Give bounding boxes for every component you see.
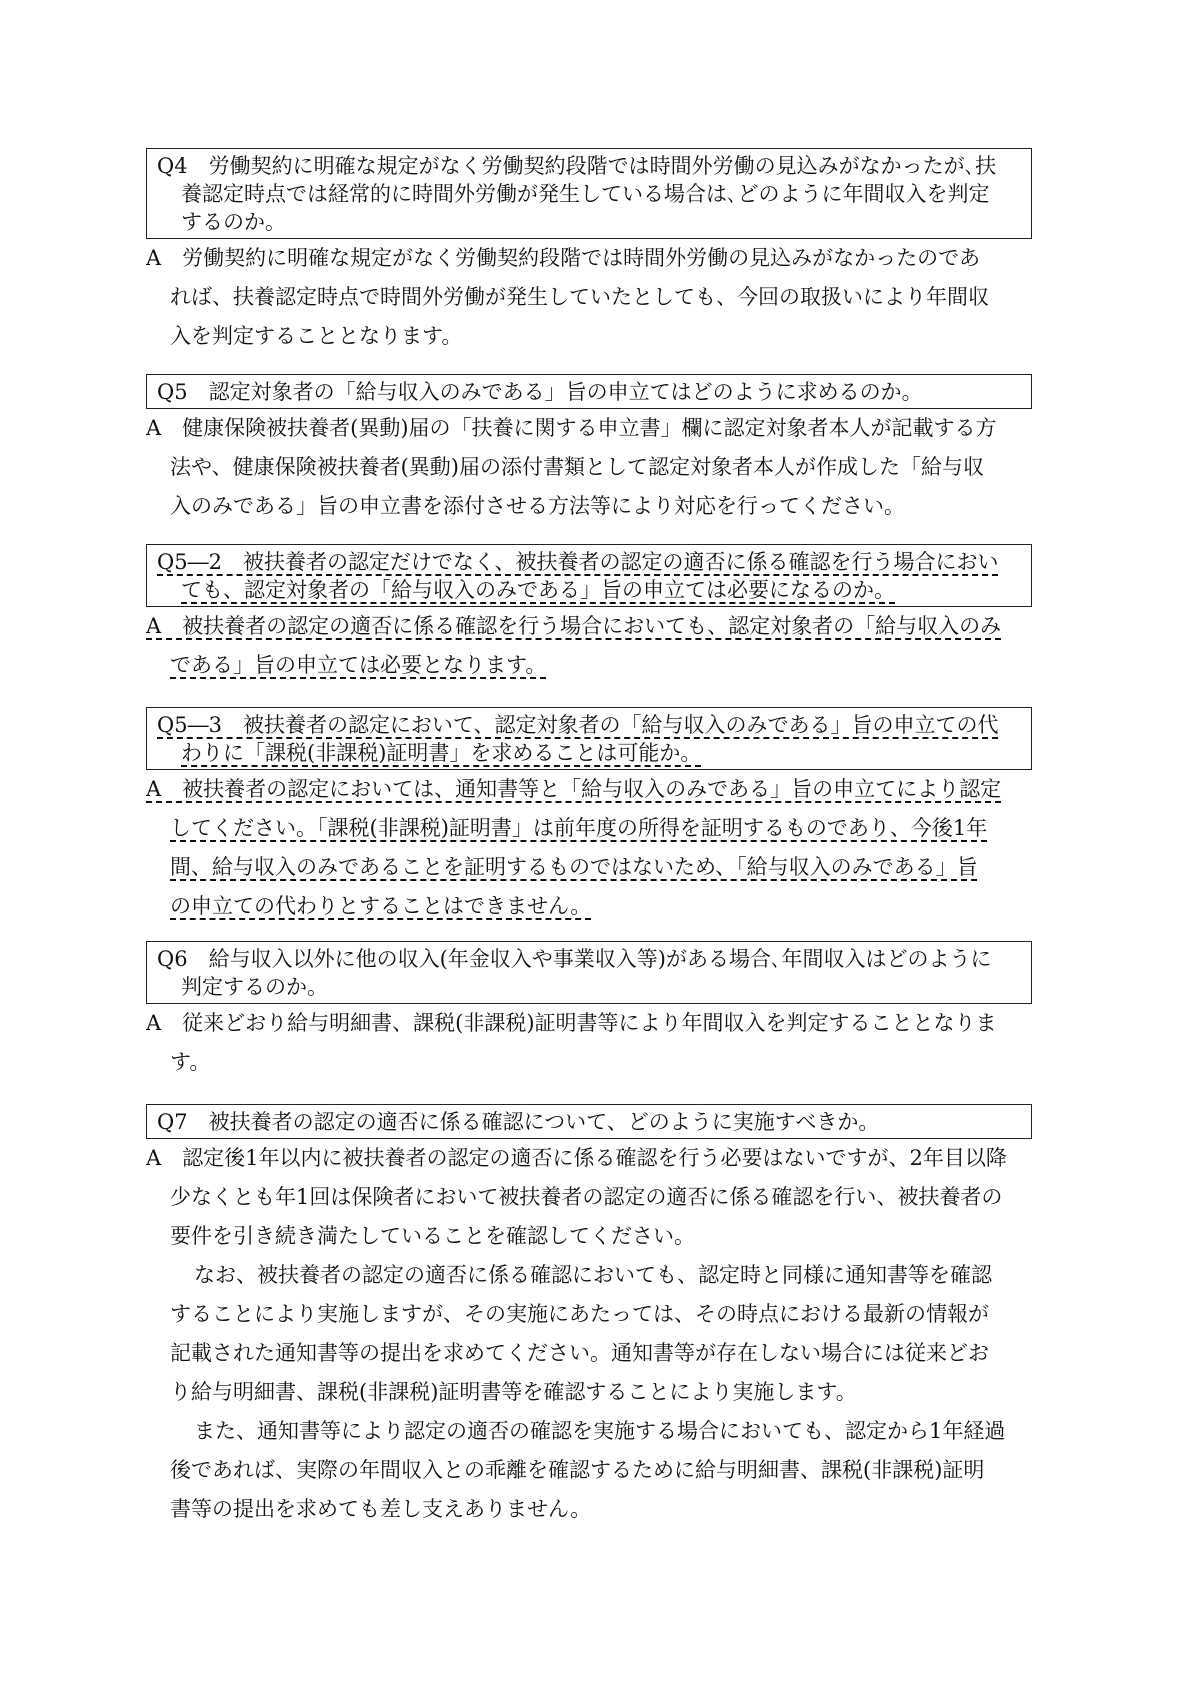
answer-line: A 労働契約に明確な規定がなく労働契約段階では時間外労働の見込みがなかったのであ — [146, 246, 981, 270]
qa-item-q6 — [146, 941, 1032, 1082]
answer-line: 入のみである」旨の申立書を添付させる方法等により対応を行ってください。 — [170, 494, 905, 518]
answer-line: A 健康保険被扶養者(異動)届の「扶養に関する申立書」欄に認定対象者本人が記載する方 — [146, 416, 997, 440]
question-line: わりに「課税(非課税)証明書」を求めることは可能か。 — [181, 741, 702, 765]
answer-line: 入を判定することとなります。 — [170, 324, 463, 348]
question-line: Q5―3 被扶養者の認定において、認定対象者の「給与収入のみである」旨の申立ての代 — [157, 713, 999, 737]
answer-block — [146, 409, 1032, 526]
answer-line: 記載された通知書等の提出を求めてください。通知書等が存在しない場合には従来どお — [170, 1341, 989, 1365]
answer-block — [146, 1004, 1032, 1082]
question-line: 判定するのか。 — [181, 975, 328, 999]
answer-line: A 従来どおり給与明細書、課税(非課税)証明書等により年間収入を判定することとなりま — [146, 1011, 997, 1035]
question-line: Q4 労働契約に明確な規定がなく労働契約段階では時間外労働の見込みがなかったが､扶 — [157, 154, 997, 178]
answer-line: れば、扶養認定時点で時間外労働が発生していたとしても、今回の取扱いにより年間収 — [170, 285, 989, 309]
answer-block — [146, 607, 1032, 685]
answer-line: 要件を引き続き満たしていることを確認してください。 — [170, 1224, 695, 1248]
answer-block — [146, 239, 1032, 356]
question-line: するのか｡ — [181, 210, 276, 234]
answer-line: 少なくとも年1回は保険者において被扶養者の認定の適否に係る確認を行い、被扶養者の — [170, 1185, 1003, 1209]
question-line: ても、認定対象者の「給与収入のみである」旨の申立ては必要になるのか。 — [181, 578, 895, 602]
question-box — [146, 374, 1032, 409]
question-line: Q5 認定対象者の「給与収入のみである」旨の申立てはどのように求めるのか。 — [157, 380, 923, 404]
question-line: 養認定時点では経常的に時間外労働が発生している場合は､どのように年間収入を判定 — [181, 182, 990, 206]
answer-line: なお、被扶養者の認定の適否に係る確認においても、認定時と同様に通知書等を確認 — [194, 1263, 992, 1287]
question-line: Q5―2 被扶養者の認定だけでなく、被扶養者の認定の適否に係る確認を行う場合におい — [157, 550, 999, 574]
qa-item-q7 — [146, 1104, 1032, 1529]
qa-item-q5-2 — [146, 544, 1032, 685]
qa-item-q4 — [146, 148, 1032, 356]
answer-line: 後であれば、実際の年間収入との乖離を確認するために給与明細書、課税(非課税)証明 — [170, 1458, 985, 1482]
answer-block — [146, 770, 1032, 926]
question-line: Q6 給与収入以外に他の収入(年金収入や事業収入等)がある場合､年間収入はどのように — [157, 947, 992, 971]
question-box — [146, 707, 1032, 770]
qa-item-q5-3 — [146, 707, 1032, 926]
answer-line: の申立ての代わりとすることはできません。 — [170, 894, 592, 918]
answer-line: また、通知書等により認定の適否の確認を実施する場合においても、認定から1年経過 — [194, 1419, 1006, 1443]
question-box — [146, 544, 1032, 607]
qa-item-q5 — [146, 374, 1032, 526]
question-line: Q7 被扶養者の認定の適否に係る確認について、どのように実施すべきか。 — [157, 1110, 880, 1134]
answer-line: り給与明細書、課税(非課税)証明書等を確認することにより実施します。 — [170, 1380, 857, 1404]
answer-block — [146, 1139, 1032, 1529]
answer-line: することにより実施しますが、その実施にあたっては、その時点における最新の情報が — [170, 1302, 989, 1326]
answer-line: 法や、健康保険被扶養者(異動)届の添付書類として認定対象者本人が作成した「給与収 — [170, 455, 984, 479]
answer-line: す。 — [170, 1050, 211, 1074]
answer-line: A 被扶養者の認定においては、通知書等と「給与収入のみである」旨の申立てにより認定 — [146, 777, 1002, 801]
answer-line: 間、給与収入のみであることを証明するものではないため、「給与収入のみである」旨 — [170, 855, 978, 879]
answer-line: である」旨の申立ては必要となります。 — [170, 653, 547, 677]
answer-line: A 認定後1年以内に被扶養者の認定の適否に係る確認を行う必要はないですが、2年目以降 — [146, 1146, 1007, 1170]
answer-line: 書等の提出を求めても差し支えありません。 — [170, 1497, 592, 1521]
question-box — [146, 148, 1032, 239]
answer-line: してください。「課税(非課税)証明書」は前年度の所得を証明するものであり、今後1年 — [170, 816, 988, 840]
question-box — [146, 1104, 1032, 1139]
answer-line: A 被扶養者の認定の適否に係る確認を行う場合においても、認定対象者の「給与収入のみ — [146, 614, 1002, 638]
question-box — [146, 941, 1032, 1004]
